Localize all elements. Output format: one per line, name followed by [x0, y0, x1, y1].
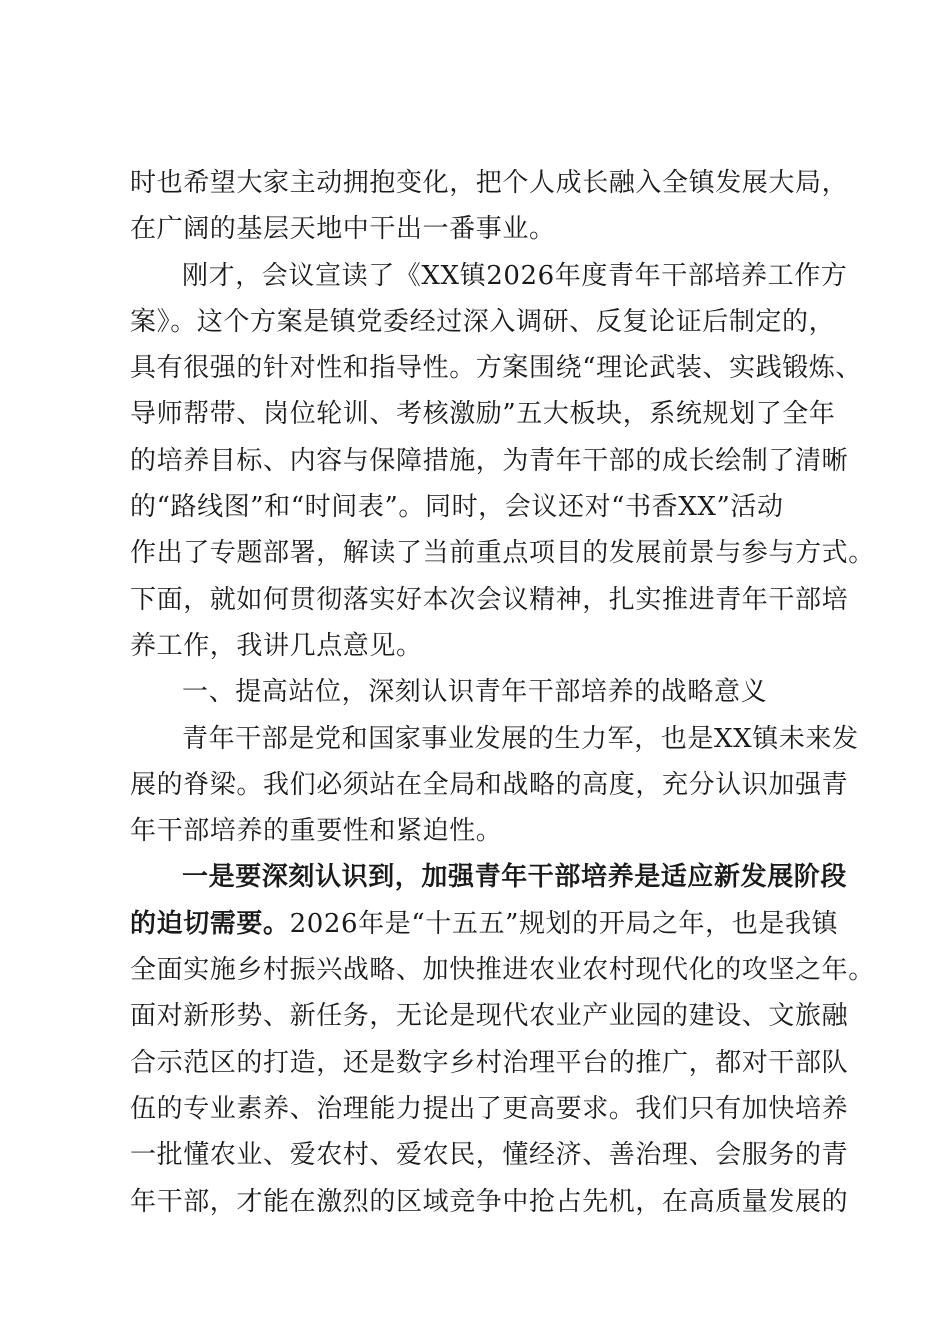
body-text	[130, 160, 875, 1225]
bold-lead-text: 的迫切需要。	[130, 908, 290, 939]
text-line: 年干部，才能在激烈的区域竞争中抢占先机，在高质量发展的	[130, 1186, 849, 1217]
text-line: 下面，就如何贯彻落实好本次会议精神，扎实推进青年干部培	[130, 584, 849, 615]
text-line: 全面实施乡村振兴战略、加快推进农业农村现代化的攻坚之年。	[130, 955, 875, 986]
paragraph-start-line: 刚才，会议宣读了《XX镇2026年度青年干部培养工作方	[182, 260, 848, 291]
text-line: 具有很强的针对性和指导性。方案围绕“理论武装、实践锻炼、	[130, 353, 863, 384]
text-line: 面对新形势、新任务，无论是现代农业产业园的建设、文旅融	[130, 1001, 849, 1032]
paragraph-start-line: 青年干部是党和国家事业发展的生力军，也是XX镇未来发	[182, 723, 859, 754]
bold-lead-text: 一是要深刻认识到，加强青年干部培养是适应新发展阶段	[182, 862, 848, 893]
text-line: 一批懂农业、爱农村、爱农民，懂经济、善治理、会服务的青	[130, 1140, 849, 1171]
text-line: 年干部培养的重要性和紧迫性。	[130, 816, 503, 847]
text-line: 合示范区的打造，还是数字乡村治理平台的推广，都对干部队	[130, 1047, 849, 1078]
section-heading: 一、提高站位，深刻认识青年干部培养的战略意义	[182, 677, 768, 708]
paragraph-start-line	[130, 854, 848, 900]
text-line: 伍的专业素养、治理能力提出了更高要求。我们只有加快培养	[130, 1093, 849, 1124]
text-run: 2026年是“十五五”规划的开局之年，也是我镇	[289, 908, 839, 939]
text-line: 案》。这个方案是镇党委经过深入调研、反复论证后制定的，	[130, 306, 836, 337]
text-line: 的“路线图”和“时间表”。同时，会议还对“书香XX”活动	[130, 492, 784, 523]
text-line: 展的脊梁。我们必须站在全局和战略的高度，充分认识加强青	[130, 769, 849, 800]
text-line: 时也希望大家主动拥抱变化，把个人成长融入全镇发展大局，	[130, 168, 849, 198]
text-line: 养工作，我讲几点意见。	[130, 630, 423, 661]
text-line: 在广阔的基层天地中干出一番事业。	[130, 214, 556, 245]
text-line	[130, 901, 840, 947]
text-line: 导师帮带、岗位轮训、考核激励”五大板块，系统规划了全年	[130, 399, 836, 430]
text-line: 的培养目标、内容与保障措施，为青年干部的成长绘制了清晰	[130, 445, 849, 476]
text-line: 作出了专题部署，解读了当前重点项目的发展前景与参与方式。	[130, 538, 875, 569]
